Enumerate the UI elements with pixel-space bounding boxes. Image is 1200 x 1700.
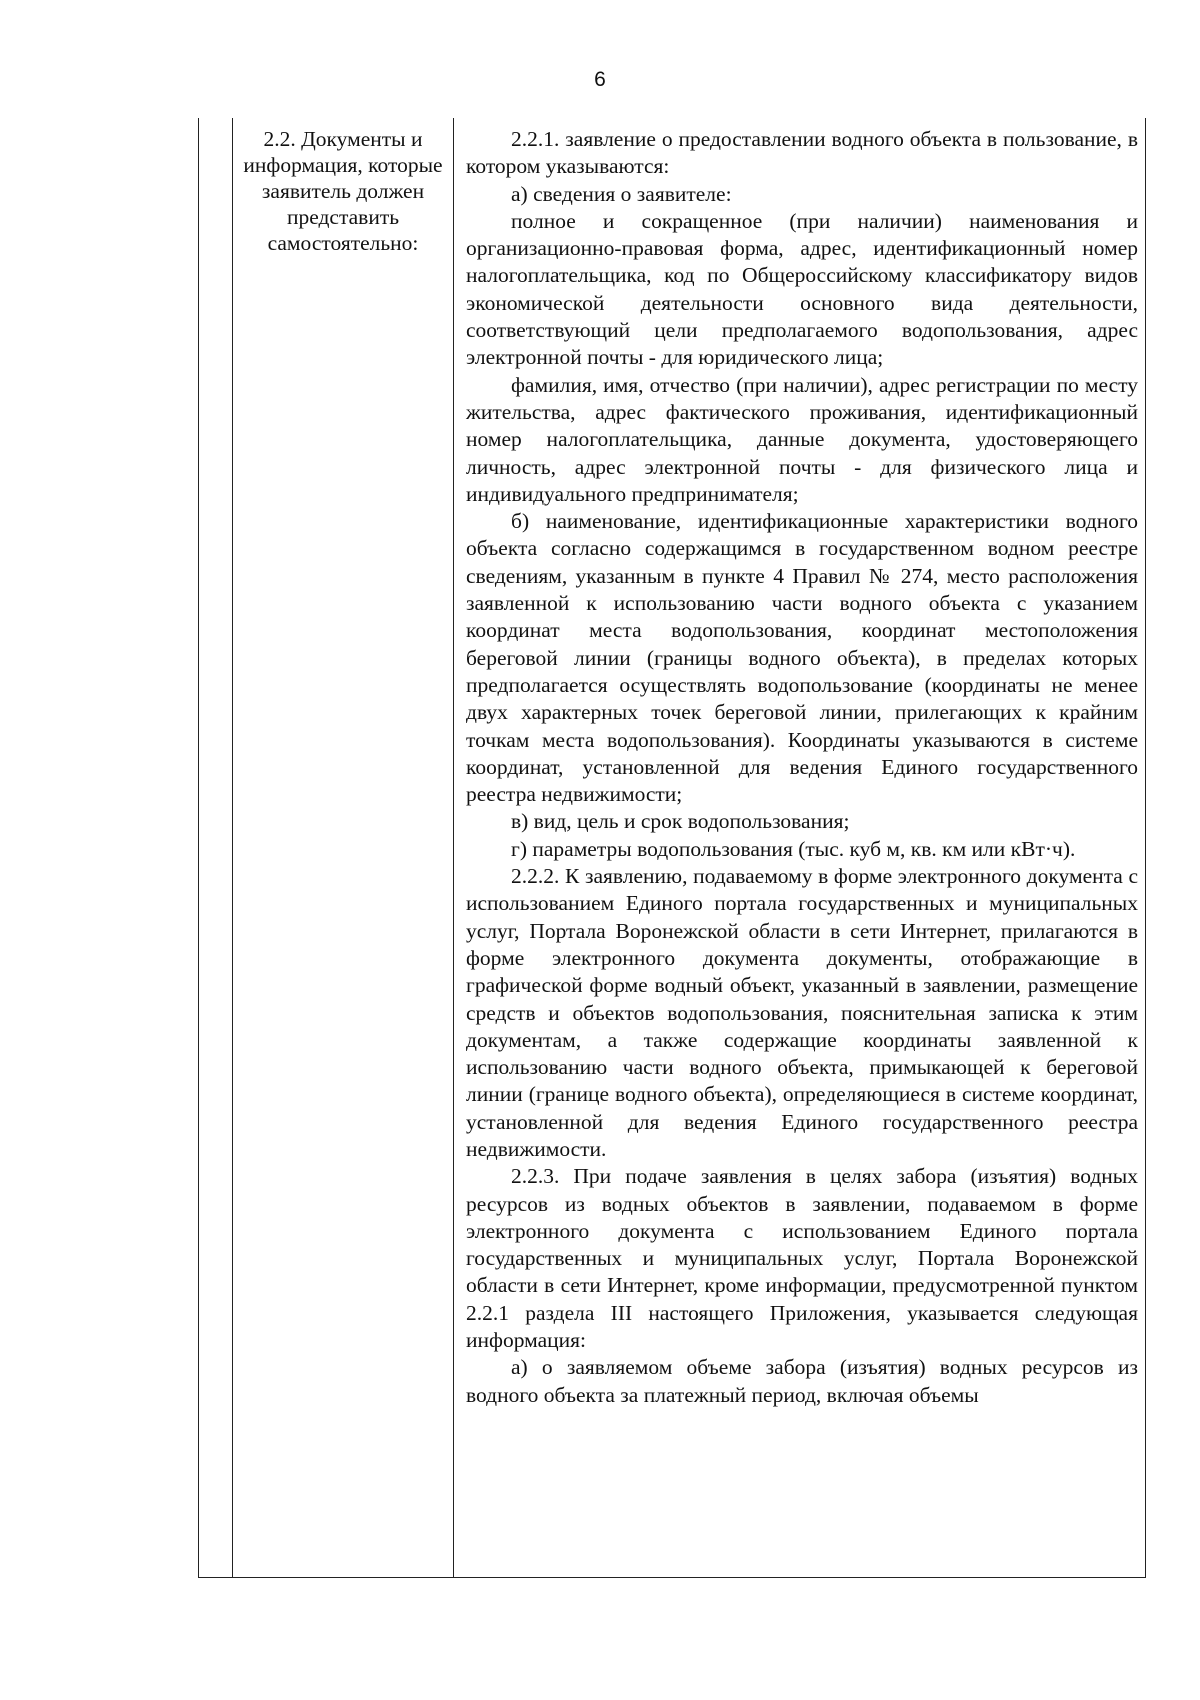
section-content [454,118,1145,1409]
paragraph-usage-type: в) вид, цель и срок водопользования; [511,809,850,834]
paragraph-2-2-1: 2.2.1. заявление о предоставлении водного объекта в пользование, в котором указываются: [466,127,1138,179]
paragraph-applicant-info: а) сведения о заявителе: [511,181,732,206]
paragraph-individual: фамилия, имя, отчество (при наличии), адрес регистрации по месту жительства, адрес фактического проживания, идентификационный номер налогоплательщика, данные документа, удостоверяющего личность, адрес электронной почты - для физического лица и индивидуального предпринимателя; [466,372,1138,506]
document-table [198,118,1146,1578]
paragraph-2-2-2: 2.2.2. К заявлению, подаваемому в форме электронного документа с использованием Единого портала государственных и муниципальных услуг, Портала Воронежской области в сети Интернет, прилагаются в форме электронного документа документы, отображающие в графической форме водный объект, указанный в заявлении, размещение средств и объектов водопользования, пояснительная записка к этим документам, а также содержащие координаты заявленной к использованию части водного объекта, примыкающей к береговой линии (границе водного объекта), определяющиеся в системе координат, установленной для ведения Единого государственного реестра недвижимости. [466,864,1138,1161]
blank-cell [199,118,233,1578]
content-cell [454,118,1146,1578]
paragraph-usage-parameters: г) параметры водопользования (тыс. куб м, кв. км или кВт·ч). [511,836,1076,861]
table-row [199,118,1146,1578]
section-label: 2.2. Документы и информация, которые заявитель должен представить самостоятельно: [243,127,443,255]
paragraph-water-object: б) наименование, идентификационные характеристики водного объекта согласно содержащимся в государственном водном реестре сведениям, указанным в пункте 4 Правил № 274, место расположения заявленной к использованию части водного объекта с указанием координат места водопользования, координат местоположения береговой линии (границы водного объекта), в пределах которых предполагается осуществлять водопользование (координаты не менее двух характерных точек береговой линии, прилегающих к крайним точкам места водопользования). Координаты указываются в системе координат, установленной для ведения Единого государственного реестра недвижимости; [466,509,1138,807]
page-number: 6 [594,68,606,91]
label-cell [233,118,454,1578]
paragraph-intake-volume: а) о заявляемом объеме забора (изъятия) водных ресурсов из водного объекта за платежный период, включая объемы [466,1355,1138,1407]
paragraph-2-2-3: 2.2.3. При подаче заявления в целях забора (изъятия) водных ресурсов из водных объектов в заявлении, подаваемом в форме электронного документа с использованием Единого портала государственных и муниципальных услуг, Портала Воронежской области в сети Интернет, кроме информации, предусмотренной пунктом 2.2.1 раздела III настоящего Приложения, указывается следующая информация: [466,1164,1138,1353]
paragraph-legal-entity: полное и сокращенное (при наличии) наименования и организационно-правовая форма, адрес, идентификационный номер налогоплательщика, код по Общероссийскому классификатору видов экономической деятельности основного вида деятельности, соответствующий цели предполагаемого водопользования, адрес электронной почты - для юридического лица; [466,208,1138,370]
